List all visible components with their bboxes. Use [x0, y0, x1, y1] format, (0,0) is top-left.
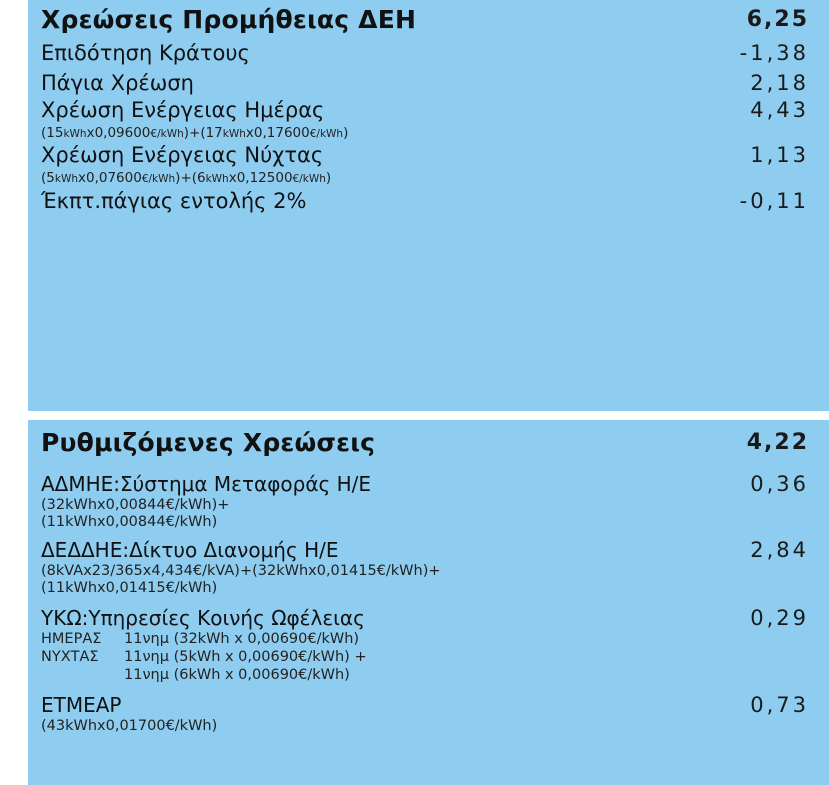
- admie-label: ΑΔΜΗΕ:Σύστημα Μεταφοράς Η/Ε: [41, 472, 372, 496]
- supply-item-amount: -1,38: [739, 41, 809, 65]
- supply-item-label: Επιδότηση Κράτους: [41, 41, 250, 65]
- etmear-detail: (43kWhx0,01700€/kWh): [41, 718, 218, 734]
- supply-item-label: Χρέωση Ενέργειας Νύχτας: [41, 143, 324, 167]
- supply-item-amount: 2,18: [750, 71, 809, 95]
- ykw-day-value: 11νημ (32kWh x 0,00690€/kWh): [124, 631, 360, 647]
- night-energy-detail: (5kWhx0,07600€/kWh)+(6kWhx0,12500€/kWh): [41, 170, 332, 186]
- supply-item-amount: 4,43: [750, 98, 809, 122]
- admie-amount: 0,36: [750, 472, 809, 496]
- supply-total: 6,25: [746, 7, 809, 32]
- supply-item-amount: 1,13: [750, 143, 809, 167]
- supply-item-label: Πάγια Χρέωση: [41, 71, 194, 95]
- ykw-night-value: 11νημ (5kWh x 0,00690€/kWh) +: [124, 649, 367, 665]
- ykw-amount: 0,29: [750, 606, 809, 630]
- supply-title: Χρεώσεις Προμήθειας ΔΕΗ: [41, 5, 417, 34]
- supply-item-label: Έκπτ.πάγιας εντολής 2%: [41, 189, 307, 213]
- deddie-amount: 2,84: [750, 538, 809, 562]
- admie-detail-line-1: (32kWhx0,00844€/kWh)+: [41, 497, 230, 513]
- ykw-label: ΥΚΩ:Υπηρεσίες Κοινής Ωφέλειας: [41, 606, 365, 630]
- ykw-day-label: ΗΜΕΡΑΣ: [41, 631, 102, 647]
- regulated-charges-panel: [28, 420, 829, 785]
- etmear-label: ΕΤΜΕΑΡ: [41, 693, 122, 717]
- deddie-label: ΔΕΔΔΗΕ:Δίκτυο Διανομής Η/Ε: [41, 538, 339, 562]
- day-energy-detail: (15kWhx0,09600€/kWh)+(17kWhx0,17600€/kWh): [41, 125, 349, 141]
- deddie-detail-line-2: (11kWhx0,01415€/kWh): [41, 580, 218, 596]
- supply-item-label: Χρέωση Ενέργειας Ημέρας: [41, 98, 325, 122]
- admie-detail-line-2: (11kWhx0,00844€/kWh): [41, 514, 218, 530]
- supply-item-amount: -0,11: [739, 189, 809, 213]
- ykw-night-label: ΝΥΧΤΑΣ: [41, 649, 99, 665]
- regulated-title: Ρυθμιζόμενες Χρεώσεις: [41, 428, 376, 457]
- regulated-total: 4,22: [746, 430, 809, 455]
- etmear-amount: 0,73: [750, 693, 809, 717]
- ykw-night-value-2: 11νημ (6kWh x 0,00690€/kWh): [124, 667, 350, 683]
- supply-charges-panel: [28, 0, 829, 411]
- deddie-detail-line-1: (8kVAx23/365x4,434€/kVA)+(32kWhx0,01415€/kWh)+: [41, 563, 441, 579]
